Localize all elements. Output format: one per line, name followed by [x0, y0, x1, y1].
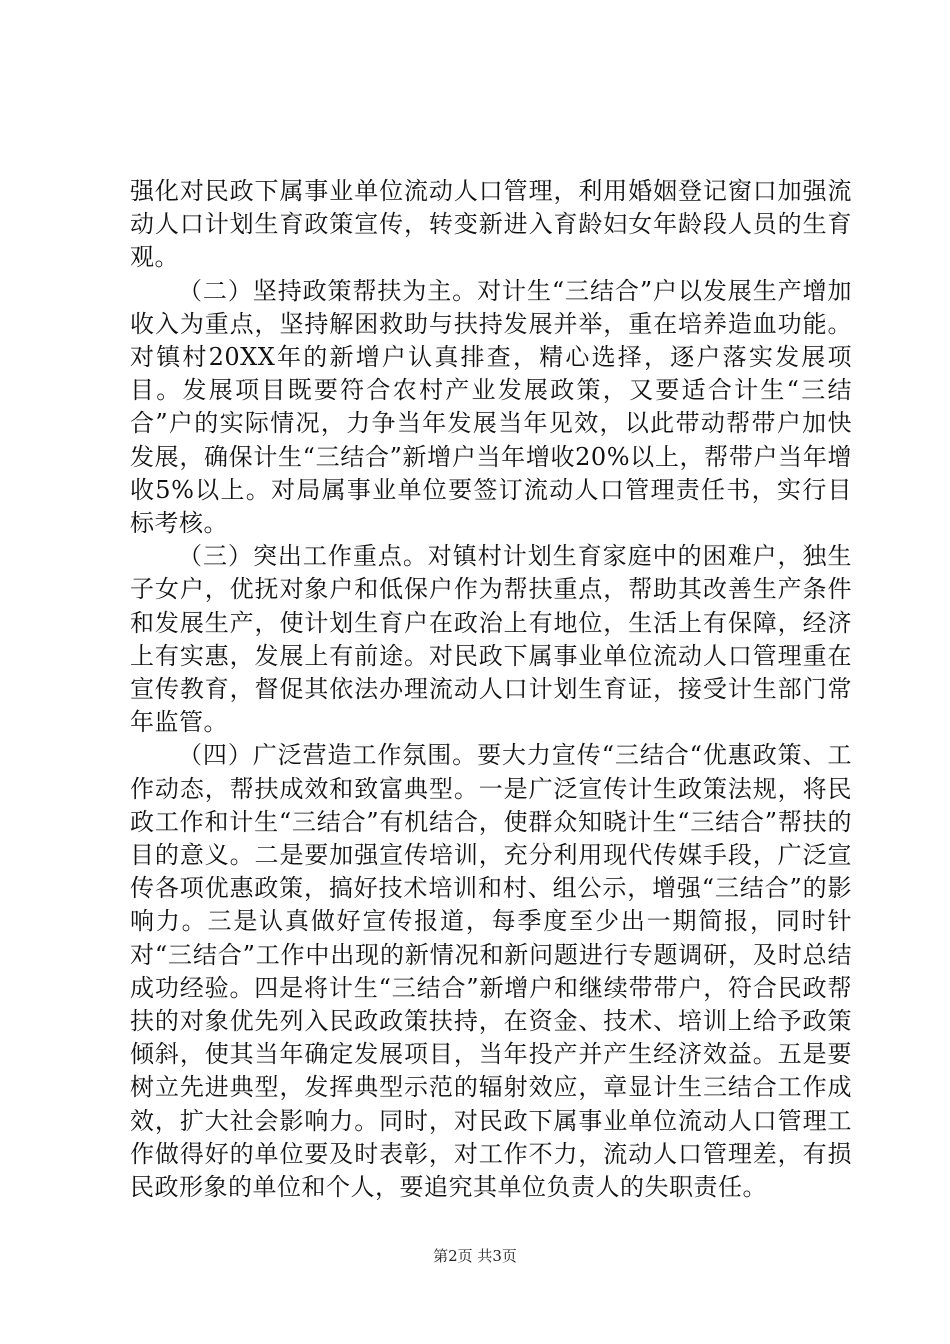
page-number-footer: 第2页 共3页	[433, 1247, 517, 1265]
paragraph-continuation: 强化对民政下属事业单位流动人口管理，利用婚姻登记窗口加强流动人口计划生育政策宣传，转变新进入育龄妇女年龄段人员的生育观。	[130, 177, 852, 272]
paragraph-policy-support: （二）坚持政策帮扶为主。对计生“三结合”户以发展生产增加收入为重点，坚持解困救助与扶持发展并举，重在培养造血功能。对镇村20XX年的新增户认真排查，精心选择，逐户落实发展项目。发展项目既要符合农村产业发展政策，又要适合计生“三结合”户的实际情况，力争当年发展当年见效，以此带动帮带户加快发展，确保计生“三结合”新增户当年增收20%以上，帮带户当年增收5%以上。对局属事业单位要签订流动人口管理责任书，实行目标考核。	[130, 276, 852, 538]
paragraph-work-atmosphere: （四）广泛营造工作氛围。要大力宣传“三结合“优惠政策、工作动态，帮扶成效和致富典型。一是广泛宣传计生政策法规，将民政工作和计生“三结合”有机结合，使群众知晓计生“三结合”帮扶的目的意义。二是要加强宣传培训，充分利用现代传媒手段，广泛宣传各项优惠政策，搞好技术培训和村、组公示，增强“三结合”的影响力。三是认真做好宣传报道，每季度至少出一期简报，同时针对“三结合”工作中出现的新情况和新问题进行专题调研，及时总结成功经验。四是将计生“三结合”新增户和继续带带户，符合民政帮扶的对象优先列入民政政策扶持，在资金、技术、培训上给予政策倾斜，使其当年确定发展项目，当年投产并产生经济效益。五是要树立先进典型，发挥典型示范的辐射效应，章显计生三结合工作成效，扩大社会影响力。同时，对民政下属事业单位流动人口管理工作做得好的单位要及时表彰，对工作不力，流动人口管理差，有损民政形象的单位和个人，要追究其单位负责人的失职责任。	[130, 741, 852, 1202]
document-body	[130, 175, 852, 1204]
paragraph-work-focus: （三）突出工作重点。对镇村计划生育家庭中的困难户，独生子女户，优抚对象户和低保户作为帮扶重点，帮助其改善生产条件和发展生产，使计划生育户在政治上有地位，生活上有保障，经济上有实惠，发展上有前途。对民政下属事业单位流动人口管理重在宣传教育，督促其依法办理流动人口计划生育证，接受计生部门常年监管。	[130, 542, 852, 737]
